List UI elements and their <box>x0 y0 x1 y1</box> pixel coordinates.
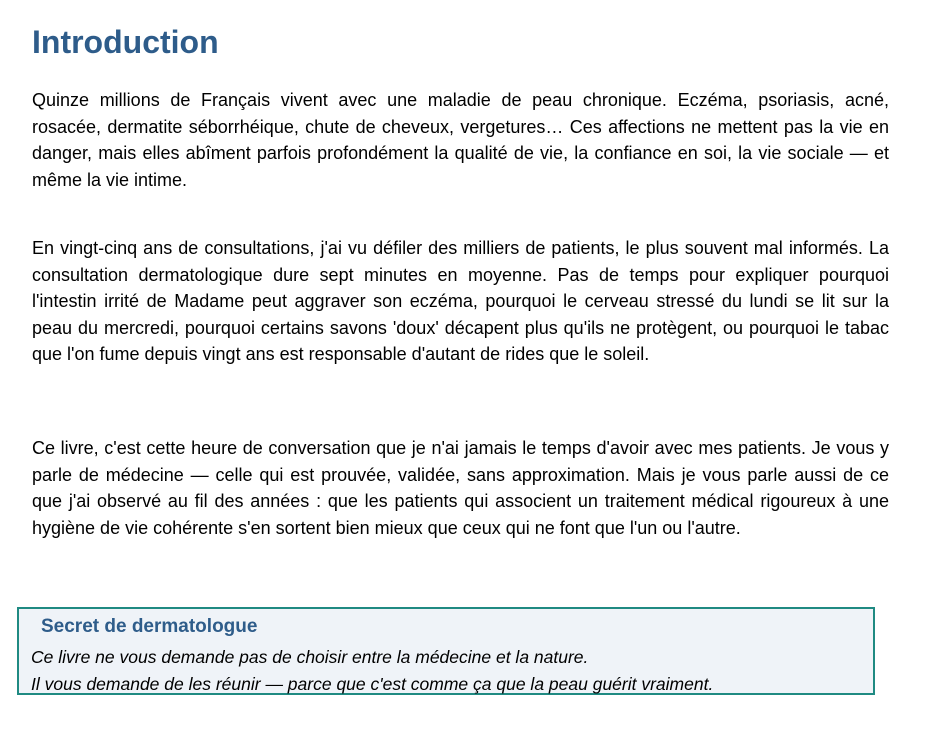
page-title: Introduction <box>32 24 219 60</box>
callout-title: Secret de dermatologue <box>41 616 258 637</box>
paragraph-consultations: En vingt-cinq ans de consultations, j'ai vu défiler des milliers de patients, le plus souvent mal informés. La consultation dermatologique dure sept minutes en moyenne. Pas de temps pour expliquer pourquoi l'intestin irrité de Madame peut aggraver son eczéma, pourquoi le cerveau stressé du lundi se lit sur la peau du mercredi, pourquoi certains savons 'doux' décapent plus qu'ils ne protègent, ou pourquoi le tabac que l'on fume depuis vingt ans est responsable d'autant de rides que le soleil. <box>32 238 889 364</box>
callout-box <box>17 607 875 695</box>
paragraph-intro: Quinze millions de Français vivent avec une maladie de peau chronique. Eczéma, psoriasis, acné, rosacée, dermatite séborrhéique, chute de cheveux, vergetures… Ces affections ne mettent pas la vie en danger, mais elles abîment parfois profondément la qualité de vie, la confiance en soi, la vie sociale — et même la vie intime. <box>32 90 889 190</box>
paragraph-book-purpose: Ce livre, c'est cette heure de conversation que je n'ai jamais le temps d'avoir avec mes patients. Je vous y parle de médecine — celle qui est prouvée, validée, sans approximation. Mais je vous parle aussi de ce que j'ai observé au fil des années : que les patients qui associent un traitement médical rigoureux à une hygiène de vie cohérente s'en sortent bien mieux que ceux qui ne font que l'un ou l'autre. <box>32 438 889 538</box>
callout-line: Il vous demande de les réunir — parce que c'est comme ça que la peau guérit vraiment. <box>31 674 714 694</box>
callout-line: Ce livre ne vous demande pas de choisir entre la médecine et la nature. <box>31 647 589 667</box>
